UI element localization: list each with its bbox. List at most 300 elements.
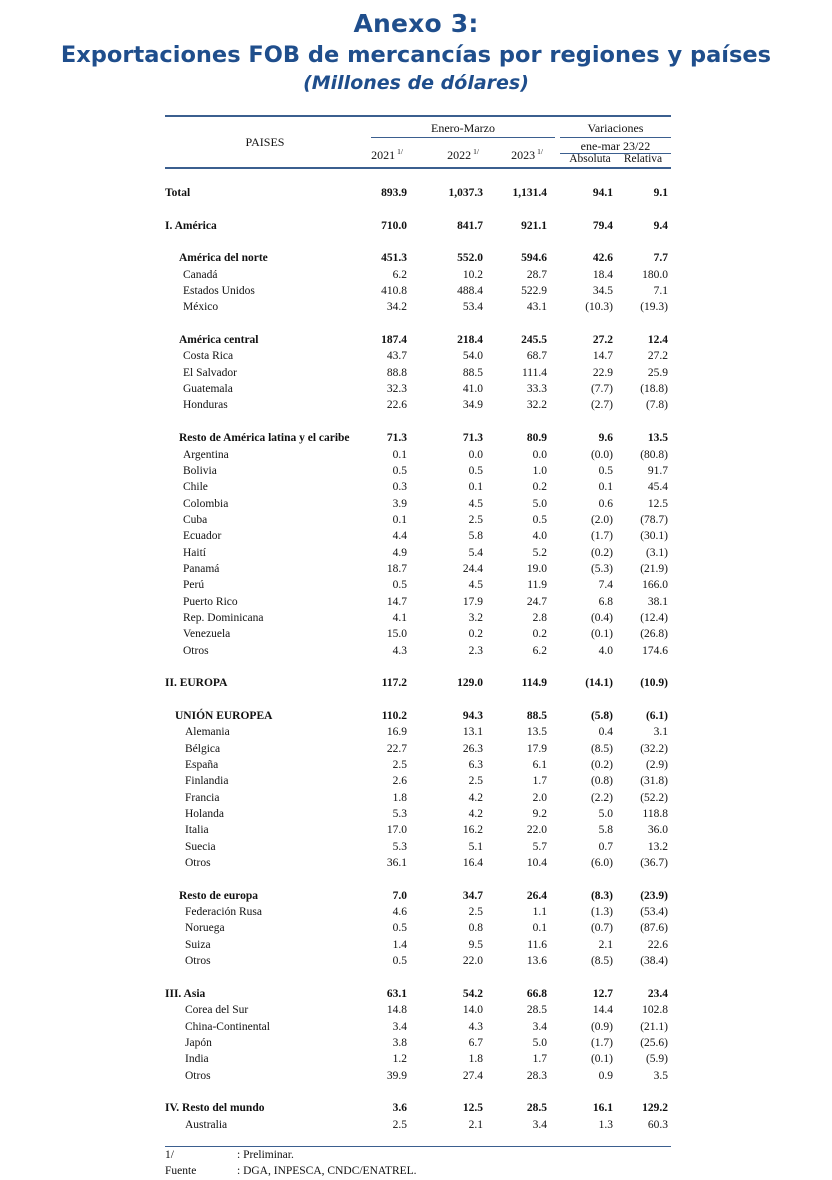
row-label: Honduras <box>183 399 228 412</box>
table-row <box>165 250 671 266</box>
title-line-2: Exportaciones FOB de mercancías por regiones y países <box>60 42 772 68</box>
value-relativa: (23.9) <box>640 889 668 902</box>
value-2021: 88.8 <box>386 366 407 379</box>
value-relativa: 9.1 <box>653 187 668 199</box>
value-absoluta: 18.4 <box>592 268 613 281</box>
value-2021: 39.9 <box>386 1069 407 1082</box>
value-absoluta: 0.1 <box>598 481 613 494</box>
value-relativa: (19.3) <box>640 301 668 314</box>
header-variaciones: Variaciones <box>587 121 644 135</box>
row-label: Resto de América latina y el caribe <box>179 432 350 445</box>
row-label: Perú <box>183 579 205 592</box>
value-relativa: 174.6 <box>642 644 668 657</box>
row-label: I. América <box>165 219 217 232</box>
value-2022: 5.4 <box>468 546 483 559</box>
value-2023: 13.6 <box>526 955 547 968</box>
value-2023: 4.0 <box>532 530 547 543</box>
value-2023: 88.5 <box>526 710 547 722</box>
value-2021: 17.0 <box>386 824 407 837</box>
value-2022: 16.4 <box>462 857 483 870</box>
value-2022: 0.1 <box>468 481 483 494</box>
table-row <box>165 447 671 463</box>
value-relativa: 22.6 <box>647 938 668 951</box>
header-year-2023: 2023 $^{1/}$ <box>511 147 543 162</box>
value-2021: 187.4 <box>381 334 407 347</box>
value-2022: 0.8 <box>468 922 483 935</box>
table-row <box>165 1019 671 1035</box>
header-var-period: ene-mar 23/22 <box>580 139 651 153</box>
value-relativa: (5.9) <box>645 1053 668 1066</box>
value-relativa: 129.2 <box>642 1102 668 1115</box>
value-absoluta: (1.7) <box>590 530 613 543</box>
row-label: Chile <box>183 481 208 494</box>
table-row <box>165 790 671 806</box>
row-label: Finlandia <box>185 775 229 788</box>
row-label: Cuba <box>183 513 208 526</box>
value-relativa: 36.0 <box>647 824 668 837</box>
value-relativa: (36.7) <box>640 857 668 870</box>
value-2023: 28.7 <box>526 268 547 281</box>
row-label: Bélgica <box>185 742 221 755</box>
value-2023: 5.0 <box>532 497 547 510</box>
value-absoluta: 5.0 <box>598 808 613 821</box>
value-2021: 3.9 <box>392 497 407 510</box>
value-relativa: 13.5 <box>647 432 668 445</box>
value-2021: 5.3 <box>392 840 407 853</box>
value-2022: 129.0 <box>457 677 483 690</box>
table-row <box>165 218 671 234</box>
value-2023: 6.2 <box>532 644 547 657</box>
value-2023: 11.6 <box>527 938 547 951</box>
value-2023: 0.2 <box>532 481 547 494</box>
value-relativa: 25.9 <box>647 366 668 379</box>
value-absoluta: (2.7) <box>590 399 613 412</box>
row-label: China-Continental <box>185 1020 270 1033</box>
row-label: III. Asia <box>165 987 206 1000</box>
row-label: IV. Resto del mundo <box>165 1102 265 1115</box>
value-2021: 451.3 <box>381 252 407 265</box>
value-relativa: 118.8 <box>642 808 668 821</box>
title-units: (Millones de dólares) <box>303 72 529 94</box>
value-absoluta: (14.1) <box>585 677 613 690</box>
table-row <box>165 724 671 740</box>
value-2023: 19.0 <box>526 562 547 575</box>
table-row <box>165 643 671 659</box>
value-2022: 6.7 <box>468 1036 483 1049</box>
value-2021: 3.8 <box>392 1036 407 1049</box>
value-relativa: 60.3 <box>647 1118 668 1131</box>
value-2022: 218.4 <box>457 334 483 347</box>
value-absoluta: (0.0) <box>590 448 613 461</box>
value-relativa: (7.8) <box>645 399 668 412</box>
value-absoluta: 94.1 <box>592 187 613 199</box>
table-row <box>165 479 671 495</box>
value-2021: 14.7 <box>386 595 407 608</box>
row-label: Canadá <box>183 268 218 281</box>
table-row <box>165 430 671 446</box>
table-row <box>165 496 671 512</box>
value-2023: 11.9 <box>527 579 547 592</box>
table-row <box>165 332 671 348</box>
value-2021: 0.1 <box>392 513 407 526</box>
value-2021: 7.0 <box>392 889 407 902</box>
table-row <box>165 594 671 610</box>
value-2023: 28.3 <box>526 1069 547 1082</box>
value-absoluta: (0.9) <box>590 1020 613 1033</box>
value-2023: 28.5 <box>526 1102 547 1115</box>
table-row <box>165 283 671 299</box>
value-absoluta: (1.7) <box>590 1036 613 1049</box>
value-2021: 893.9 <box>381 187 407 199</box>
page-title <box>0 8 832 96</box>
header-divider <box>371 137 555 138</box>
value-relativa: (53.4) <box>640 906 668 919</box>
value-2021: 0.1 <box>392 448 407 461</box>
value-2021: 1.8 <box>392 791 407 804</box>
row-label: Total <box>165 187 191 199</box>
footnote-preliminar: 1/ : Preliminar. <box>165 1149 294 1161</box>
value-2023: 2.8 <box>532 611 547 624</box>
table-row <box>165 299 671 315</box>
header-year-2021: 2021 $^{1/}$ <box>371 147 403 162</box>
table-row <box>165 708 671 724</box>
value-absoluta: 2.1 <box>598 938 613 951</box>
value-relativa: 102.8 <box>642 1004 668 1017</box>
row-label: Guatemala <box>183 383 233 396</box>
table-row <box>165 904 671 920</box>
table-row <box>165 839 671 855</box>
value-2021: 110.2 <box>381 710 407 722</box>
value-absoluta: (0.7) <box>590 922 613 935</box>
value-2023: 594.6 <box>521 252 547 265</box>
value-relativa: (87.6) <box>640 922 668 935</box>
header-relativa: Relativa <box>623 153 663 165</box>
value-2021: 15.0 <box>386 628 407 641</box>
row-label: Venezuela <box>183 628 231 641</box>
value-2022: 53.4 <box>462 301 483 314</box>
table-row <box>165 920 671 936</box>
row-label: Francia <box>185 791 220 804</box>
value-relativa: 9.4 <box>653 219 668 232</box>
value-2022: 41.0 <box>462 383 483 396</box>
value-2021: 36.1 <box>386 857 407 870</box>
row-label: II. EUROPA <box>165 677 228 690</box>
value-absoluta: (8.5) <box>590 955 613 968</box>
value-absoluta: (2.2) <box>590 791 613 804</box>
value-2021: 0.5 <box>392 464 407 477</box>
value-2022: 10.2 <box>462 268 483 281</box>
value-2022: 4.2 <box>468 808 483 821</box>
value-absoluta: 4.0 <box>598 644 613 657</box>
value-2023: 9.2 <box>532 808 547 821</box>
value-2022: 5.1 <box>468 840 483 853</box>
value-2022: 0.5 <box>468 464 483 477</box>
value-2023: 66.8 <box>526 987 547 1000</box>
value-2023: 5.7 <box>532 840 547 853</box>
value-2022: 12.5 <box>462 1102 483 1115</box>
value-relativa: (18.8) <box>640 383 668 396</box>
value-2022: 16.2 <box>462 824 483 837</box>
value-2021: 63.1 <box>386 987 407 1000</box>
row-label: Suiza <box>185 938 211 951</box>
value-2023: 1.7 <box>532 1053 547 1066</box>
value-absoluta: 0.7 <box>598 840 613 853</box>
footnotes <box>165 1146 671 1179</box>
value-2023: 80.9 <box>526 432 547 445</box>
value-relativa: (25.6) <box>640 1036 668 1049</box>
value-2021: 32.3 <box>386 383 407 396</box>
value-2022: 2.1 <box>468 1118 483 1131</box>
value-2023: 114.9 <box>521 677 547 690</box>
value-2023: 3.4 <box>532 1118 547 1131</box>
value-2023: 28.5 <box>526 1004 547 1017</box>
value-relativa: (38.4) <box>640 955 668 968</box>
value-absoluta: 0.9 <box>598 1069 613 1082</box>
value-2023: 43.1 <box>526 301 547 314</box>
value-2022: 3.2 <box>468 611 483 624</box>
value-2021: 43.7 <box>386 350 407 363</box>
value-2022: 4.5 <box>468 497 483 510</box>
value-2022: 0.0 <box>468 448 483 461</box>
value-relativa: 3.5 <box>653 1069 668 1082</box>
row-label: Estados Unidos <box>183 285 255 298</box>
row-label: Costa Rica <box>183 350 234 363</box>
table-row <box>165 986 671 1002</box>
value-2022: 24.4 <box>462 562 483 575</box>
value-relativa: (26.8) <box>640 628 668 641</box>
value-2021: 2.5 <box>392 759 407 772</box>
value-relativa: 180.0 <box>642 268 668 281</box>
header-divider <box>560 137 671 138</box>
value-absoluta: 14.4 <box>592 1004 613 1017</box>
table-row <box>165 267 671 283</box>
value-absoluta: (6.0) <box>590 857 613 870</box>
value-2021: 71.3 <box>386 432 407 445</box>
value-absoluta: 5.8 <box>598 824 613 837</box>
table-row <box>165 1117 671 1133</box>
table-row <box>165 757 671 773</box>
table-row <box>165 1100 671 1116</box>
table-row <box>165 822 671 838</box>
value-absoluta: 27.2 <box>592 334 613 347</box>
table-row <box>165 773 671 789</box>
value-2022: 1,037.3 <box>448 187 483 199</box>
value-2021: 4.3 <box>392 644 407 657</box>
table-row <box>165 1035 671 1051</box>
header-period: Enero-Marzo <box>431 121 495 135</box>
value-absoluta: 79.4 <box>592 219 613 232</box>
value-2022: 4.5 <box>468 579 483 592</box>
value-2022: 552.0 <box>457 252 483 265</box>
value-absoluta: 1.3 <box>598 1118 613 1131</box>
value-absoluta: (5.3) <box>590 562 613 575</box>
value-absoluta: 0.4 <box>598 726 613 739</box>
value-relativa: (2.9) <box>645 759 668 772</box>
row-label: Puerto Rico <box>183 595 238 608</box>
value-2021: 34.2 <box>386 301 407 314</box>
value-2021: 5.3 <box>392 808 407 821</box>
value-2023: 17.9 <box>526 742 547 755</box>
value-2021: 0.3 <box>392 481 407 494</box>
row-label: Otros <box>185 1069 211 1082</box>
value-2023: 32.2 <box>526 399 547 412</box>
value-relativa: (3.1) <box>645 546 668 559</box>
value-2022: 4.2 <box>468 791 483 804</box>
value-relativa: 45.4 <box>647 481 668 494</box>
value-absoluta: (2.0) <box>590 513 613 526</box>
value-2021: 1.2 <box>392 1053 407 1066</box>
value-relativa: (32.2) <box>640 742 668 755</box>
value-2021: 18.7 <box>386 562 407 575</box>
value-absoluta: 22.9 <box>592 366 613 379</box>
value-2022: 34.9 <box>462 399 483 412</box>
value-absoluta: (0.1) <box>590 628 613 641</box>
table-row <box>165 381 671 397</box>
table-row <box>165 937 671 953</box>
value-2023: 5.0 <box>532 1036 547 1049</box>
value-2023: 13.5 <box>526 726 547 739</box>
value-2023: 0.2 <box>532 628 547 641</box>
value-absoluta: (1.3) <box>590 906 613 919</box>
value-2022: 2.5 <box>468 775 483 788</box>
row-label: Otros <box>183 644 209 657</box>
value-relativa: (12.4) <box>640 611 668 624</box>
value-2021: 4.9 <box>392 546 407 559</box>
row-label: Colombia <box>183 497 229 510</box>
table-row <box>165 888 671 904</box>
row-label: Federación Rusa <box>185 906 262 919</box>
exports-table <box>165 115 671 1133</box>
value-absoluta: 14.7 <box>592 350 613 363</box>
value-absoluta: 0.6 <box>598 497 613 510</box>
row-label: México <box>183 301 219 314</box>
value-2021: 22.7 <box>386 742 407 755</box>
value-absoluta: 34.5 <box>592 285 613 298</box>
table-row <box>165 953 671 969</box>
row-label: Holanda <box>185 808 224 821</box>
row-label: UNIÓN EUROPEA <box>175 710 273 722</box>
value-2023: 1.7 <box>532 775 547 788</box>
value-2021: 16.9 <box>386 726 407 739</box>
row-label: América del norte <box>179 252 268 265</box>
row-label: Suecia <box>185 840 216 853</box>
value-2022: 2.5 <box>468 906 483 919</box>
value-2022: 4.3 <box>468 1020 483 1033</box>
value-relativa: (78.7) <box>640 513 668 526</box>
value-2022: 9.5 <box>468 938 483 951</box>
value-relativa: 38.1 <box>647 595 668 608</box>
value-2021: 710.0 <box>381 219 407 232</box>
row-label: Otros <box>185 955 211 968</box>
value-2021: 14.8 <box>386 1004 407 1017</box>
table-row <box>165 463 671 479</box>
value-2021: 1.4 <box>392 938 407 951</box>
table-row <box>165 741 671 757</box>
row-label: Rep. Dominicana <box>183 611 264 624</box>
value-relativa: 3.1 <box>653 726 668 739</box>
value-2023: 68.7 <box>526 350 547 363</box>
row-label: Japón <box>185 1036 212 1049</box>
value-2023: 245.5 <box>521 334 547 347</box>
value-2022: 22.0 <box>462 955 483 968</box>
table-row <box>165 1068 671 1084</box>
table-row <box>165 365 671 381</box>
value-2023: 522.9 <box>521 285 547 298</box>
value-absoluta: 9.6 <box>598 432 613 445</box>
value-2021: 6.2 <box>392 268 407 281</box>
row-label: Bolivia <box>183 464 217 477</box>
value-2023: 6.1 <box>532 759 547 772</box>
value-relativa: 7.7 <box>653 252 668 265</box>
value-2023: 10.4 <box>526 857 547 870</box>
value-absoluta: (0.8) <box>590 775 613 788</box>
row-label: Argentina <box>183 448 229 461</box>
value-2023: 0.0 <box>532 448 547 461</box>
value-relativa: 13.2 <box>647 840 668 853</box>
table-row <box>165 675 671 691</box>
table-row <box>165 512 671 528</box>
value-2022: 488.4 <box>457 285 483 298</box>
value-2022: 14.0 <box>462 1004 483 1017</box>
table-row <box>165 1002 671 1018</box>
row-label: Panamá <box>183 562 220 575</box>
table-row <box>165 577 671 593</box>
value-2023: 0.1 <box>532 922 547 935</box>
table-row <box>165 626 671 642</box>
value-absoluta: (0.1) <box>590 1053 613 1066</box>
value-2023: 2.0 <box>532 791 547 804</box>
value-relativa: (21.1) <box>640 1020 668 1033</box>
value-2021: 4.4 <box>392 530 407 543</box>
value-2023: 26.4 <box>526 889 547 902</box>
value-relativa: 12.4 <box>647 334 668 347</box>
header-year-2022: 2022 $^{1/}$ <box>447 147 479 162</box>
value-2022: 26.3 <box>462 742 483 755</box>
value-relativa: (30.1) <box>640 530 668 543</box>
value-absoluta: 7.4 <box>598 579 613 592</box>
value-2021: 117.2 <box>381 677 407 690</box>
row-label: El Salvador <box>183 366 237 379</box>
value-2022: 1.8 <box>468 1053 483 1066</box>
value-2022: 5.8 <box>468 530 483 543</box>
value-2022: 54.2 <box>462 987 483 1000</box>
row-label: Otros <box>185 857 211 870</box>
value-relativa: 12.5 <box>647 497 668 510</box>
value-absoluta: 42.6 <box>592 252 613 265</box>
value-2022: 6.3 <box>468 759 483 772</box>
footnote-fuente: Fuente : DGA, INPESCA, CNDC/ENATREL. <box>165 1165 417 1177</box>
value-2021: 22.6 <box>386 399 407 412</box>
value-2022: 841.7 <box>457 219 483 232</box>
row-label: India <box>185 1053 209 1066</box>
value-absoluta: (5.8) <box>590 710 613 722</box>
value-2021: 0.5 <box>392 922 407 935</box>
header-absoluta: Absoluta <box>569 153 611 165</box>
value-2021: 2.5 <box>392 1118 407 1131</box>
value-absoluta: (7.7) <box>590 383 613 396</box>
table-row <box>165 545 671 561</box>
row-label: América central <box>179 334 259 347</box>
value-2023: 22.0 <box>526 824 547 837</box>
value-2022: 54.0 <box>462 350 483 363</box>
table-row <box>165 397 671 413</box>
value-2022: 71.3 <box>462 432 483 445</box>
value-2023: 1,131.4 <box>512 187 547 199</box>
table-body <box>165 169 671 1133</box>
row-label: Haití <box>183 546 206 559</box>
row-label: Resto de europa <box>179 889 259 902</box>
value-relativa: 7.1 <box>653 285 668 298</box>
